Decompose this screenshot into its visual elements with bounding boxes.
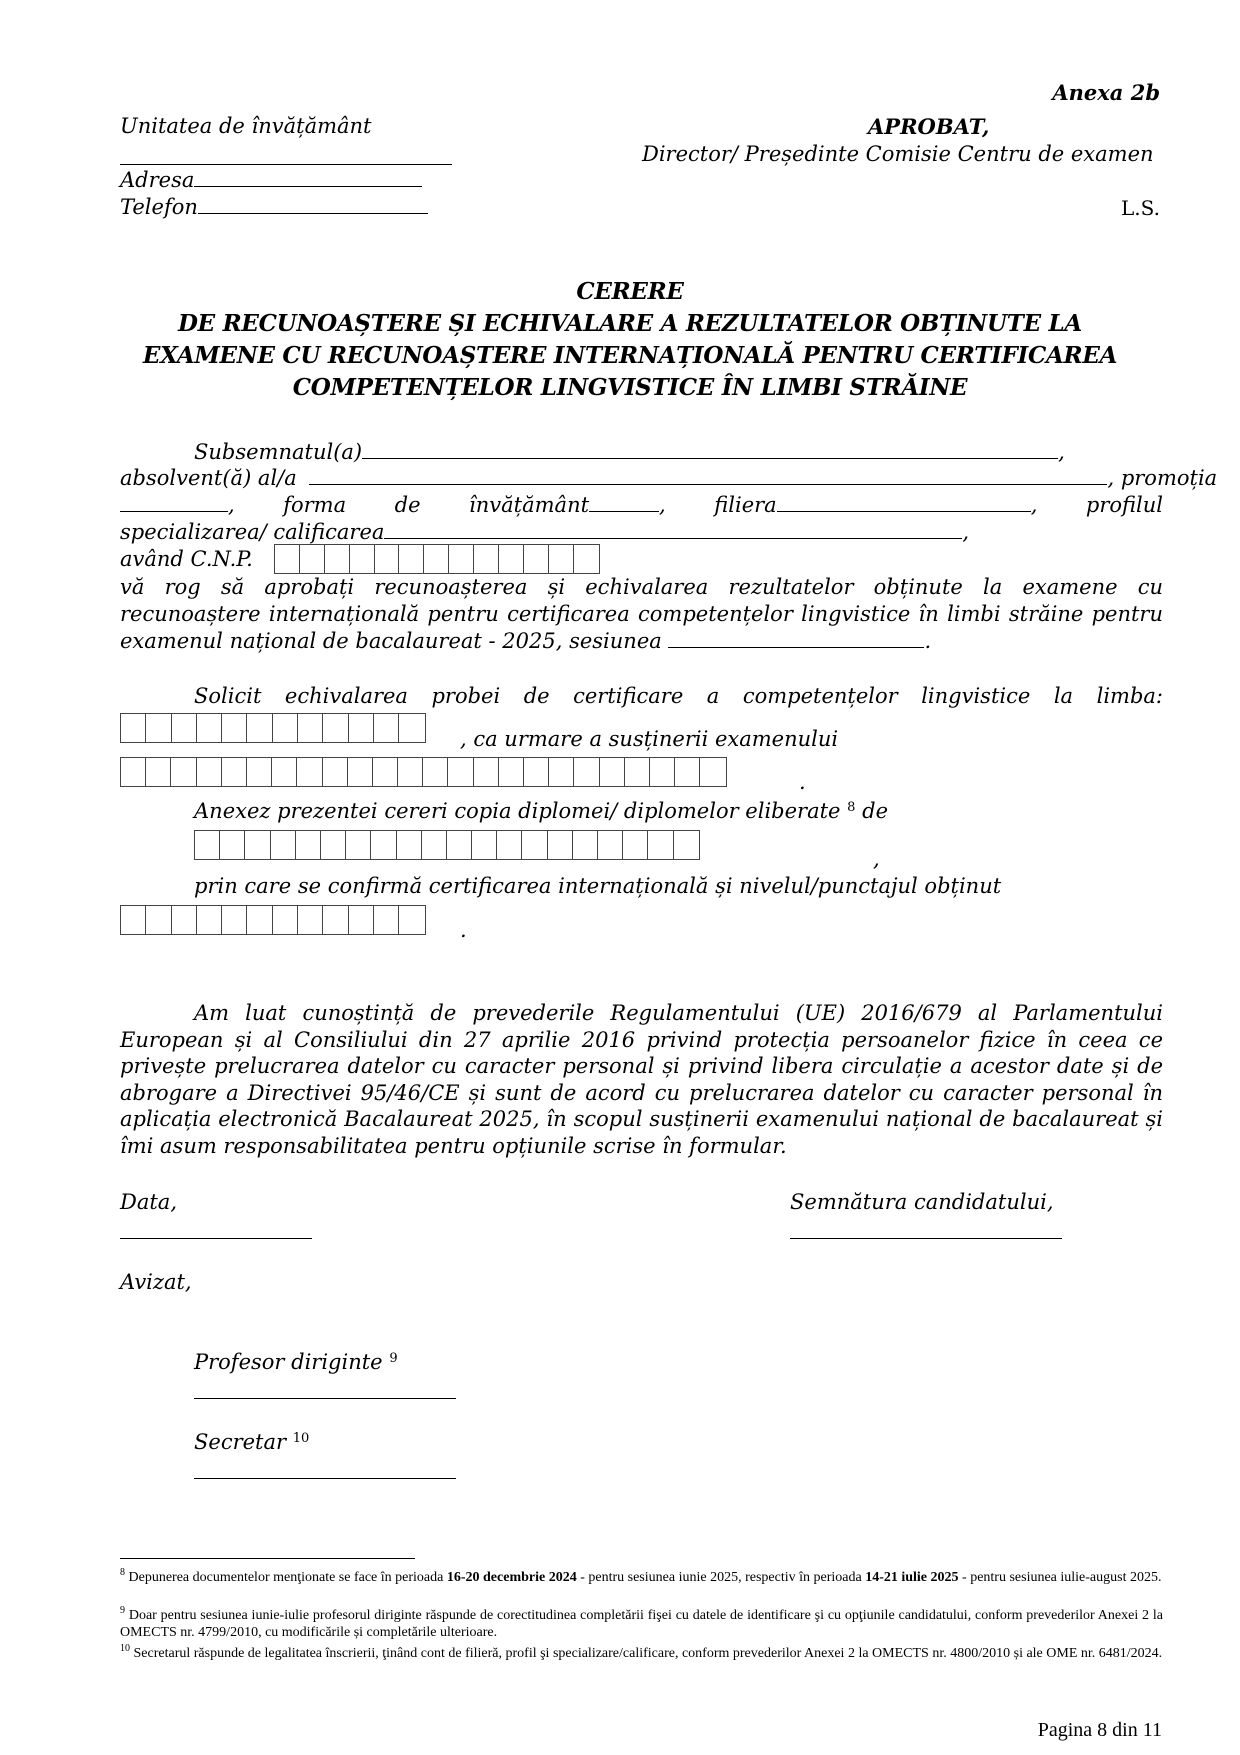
endorsed-label: Avizat, xyxy=(120,1270,192,1294)
character-box[interactable] xyxy=(296,831,321,859)
cnp-label: având C.N.P. xyxy=(120,547,253,571)
secretary-row xyxy=(194,1430,309,1454)
graduate-school-field[interactable] xyxy=(309,483,1107,485)
character-box[interactable] xyxy=(422,831,447,859)
session-field[interactable] xyxy=(668,646,924,648)
address-label: Adresa xyxy=(120,168,195,192)
exam-period: . xyxy=(799,770,806,794)
character-box[interactable] xyxy=(398,758,423,786)
exam-input-grid[interactable] xyxy=(120,757,727,787)
character-box[interactable] xyxy=(600,758,625,786)
phone-label: Telefon xyxy=(120,195,198,219)
teacher-signature-field[interactable] xyxy=(194,1398,456,1399)
page-number: Pagina 8 din 11 xyxy=(1037,1719,1162,1741)
track-label: filiera xyxy=(714,493,777,517)
character-box[interactable] xyxy=(371,831,396,859)
issuer-comma: , xyxy=(873,847,880,871)
character-box[interactable] xyxy=(499,758,524,786)
character-box[interactable] xyxy=(549,758,574,786)
gdpr-consent-text: Am luat cunoștință de prevederile Regulamentului (UE) 2016/679 al Parlamentului European și al Consiliului din 27 aprilie 2016 privind protecția persoanelor fizice în ceea ce privește prelucrarea datelor cu caracter personal și privind libera circulație a acestor date și de abrogare a Directivei 95/46/CE și sunt de acord cu prelucrarea datelor cu caracter personal în aplicația electronică Bacalaureat 2025, în scopul susținerii examenului național de bacalaureat și îmi asum responsabilitatea pentru opțiunile scrise în formular. xyxy=(120,1001,1163,1158)
footnote-date-bold: 14-21 iulie 2025 xyxy=(865,1570,959,1585)
character-box[interactable] xyxy=(399,545,424,573)
secretary-signature-field[interactable] xyxy=(194,1478,456,1479)
character-box[interactable] xyxy=(323,714,348,742)
promotion-label: , promoția xyxy=(1107,466,1218,490)
character-box[interactable] xyxy=(146,714,171,742)
character-box[interactable] xyxy=(574,545,599,573)
character-box[interactable] xyxy=(220,831,245,859)
character-box[interactable] xyxy=(273,714,298,742)
approved-label: APROBAT, xyxy=(868,114,990,139)
character-box[interactable] xyxy=(275,545,300,573)
school-label: Unitatea de învățământ xyxy=(120,114,372,138)
character-box[interactable] xyxy=(222,714,247,742)
character-box[interactable] xyxy=(573,831,598,859)
character-box[interactable] xyxy=(625,758,650,786)
character-box[interactable] xyxy=(121,758,146,786)
language-input-grid[interactable] xyxy=(120,713,426,743)
character-box[interactable] xyxy=(172,906,197,934)
footnote-10 xyxy=(120,1640,1163,1662)
character-box[interactable] xyxy=(273,906,298,934)
character-box[interactable] xyxy=(271,831,296,859)
character-box[interactable] xyxy=(146,758,171,786)
character-box[interactable] xyxy=(424,545,449,573)
phone-row xyxy=(120,195,428,219)
footnote-text: - pentru sesiunea iunie 2025, respectiv în perioada xyxy=(576,1570,866,1585)
footnote-8 xyxy=(120,1564,1163,1586)
character-box[interactable] xyxy=(474,758,499,786)
character-box[interactable] xyxy=(548,831,573,859)
approver-role: Director/ Președinte Comisie Centru de examen xyxy=(642,142,1154,166)
character-box[interactable] xyxy=(375,545,400,573)
title-line-1: CERERE xyxy=(576,278,684,305)
specialization-label: specializarea/ calificarea xyxy=(120,520,385,544)
date-label: Data, xyxy=(120,1190,177,1214)
annex-line: Anexez prezentei cereri copia diplomei/ diplomelor eliberate xyxy=(194,799,841,823)
address-field[interactable] xyxy=(194,185,422,187)
form-edu-label: învățământ xyxy=(469,493,590,517)
form-row: , forma de învățământ , filiera , profilul xyxy=(120,493,1163,517)
character-box[interactable] xyxy=(298,714,323,742)
confirm-line: prin care se confirmă certificarea internațională și nivelul/punctajul obținut xyxy=(194,874,1002,898)
character-box[interactable] xyxy=(323,758,348,786)
character-box[interactable] xyxy=(349,714,374,742)
graduate-label: absolvent(ă) al/a xyxy=(120,466,297,490)
character-box[interactable] xyxy=(399,714,424,742)
character-box[interactable] xyxy=(374,906,399,934)
stamp-label: L.S. xyxy=(1121,196,1160,220)
character-box[interactable] xyxy=(648,831,673,859)
form-label: forma xyxy=(283,493,347,517)
undersigned-row: Subsemnatul(a) , xyxy=(194,440,1065,464)
undersigned-name-field[interactable] xyxy=(362,457,1058,459)
character-box[interactable] xyxy=(674,831,699,859)
character-box[interactable] xyxy=(449,545,474,573)
teacher-row xyxy=(194,1350,398,1374)
character-box[interactable] xyxy=(399,906,424,934)
character-box[interactable] xyxy=(245,831,270,859)
graduate-row xyxy=(120,466,1218,490)
character-box[interactable] xyxy=(195,831,220,859)
footnote-number: 10 xyxy=(120,1643,130,1654)
character-box[interactable] xyxy=(397,831,422,859)
footnote-9 xyxy=(120,1602,1163,1641)
character-box[interactable] xyxy=(346,831,371,859)
character-box[interactable] xyxy=(197,758,222,786)
character-box[interactable] xyxy=(323,906,348,934)
annex-row xyxy=(194,799,888,823)
footnote-number: 9 xyxy=(120,1605,125,1616)
footnote-text: Secretarul răspunde de legalitatea înscrierii, ţinând cont de filieră, profil şi specializare/calificare, conform prevederilor Anexei 2 la OMECTS nr. 4800/2010 și ale OME nr. 6481/2024. xyxy=(133,1646,1163,1661)
promotion-field[interactable] xyxy=(120,510,228,512)
education-form-field[interactable] xyxy=(589,510,659,512)
character-box[interactable] xyxy=(247,714,272,742)
character-box[interactable] xyxy=(325,545,350,573)
footnote-ref-10[interactable]: 10 xyxy=(292,1431,310,1446)
character-box[interactable] xyxy=(549,545,574,573)
cnp-input-grid[interactable] xyxy=(274,544,600,574)
footnote-text: - pentru sesiunea iulie-august 2025. xyxy=(958,1570,1162,1585)
footnote-separator xyxy=(120,1558,415,1559)
character-box[interactable] xyxy=(121,906,146,934)
character-box[interactable] xyxy=(348,758,373,786)
annex-de: de xyxy=(862,799,888,823)
footnote-number: 8 xyxy=(120,1567,125,1578)
footnote-ref-8[interactable]: 8 xyxy=(847,800,856,815)
candidate-signature-field[interactable] xyxy=(790,1238,1062,1239)
solicit-line: Solicit echivalarea probei de certificare a competențelor lingvistice la limba: xyxy=(194,684,1163,708)
school-name-field[interactable] xyxy=(120,164,452,165)
following-exam-label: , ca urmare a susținerii examenului xyxy=(460,727,839,751)
phone-field[interactable] xyxy=(198,212,428,214)
character-box[interactable] xyxy=(700,758,725,786)
character-box[interactable] xyxy=(423,758,448,786)
specialization-row: specializarea/ calificarea , xyxy=(120,520,970,544)
character-box[interactable] xyxy=(522,831,547,859)
character-box[interactable] xyxy=(623,831,648,859)
character-box[interactable] xyxy=(650,758,675,786)
character-box[interactable] xyxy=(298,906,323,934)
request-line-3: examenul național de bacalaureat - 2025, sesiunea . xyxy=(120,629,932,653)
character-box[interactable] xyxy=(171,758,196,786)
character-box[interactable] xyxy=(447,831,472,859)
character-box[interactable] xyxy=(121,714,146,742)
footnote-text: Depunerea documentelor menţionate se face în perioada xyxy=(128,1570,447,1585)
teacher-label: Profesor diriginte xyxy=(194,1350,383,1374)
footnote-ref-9[interactable]: 9 xyxy=(389,1351,398,1366)
secretary-label: Secretar xyxy=(194,1430,287,1454)
character-box[interactable] xyxy=(598,831,623,859)
annex-label: Anexa 2b xyxy=(1052,80,1160,105)
footnote-text: Doar pentru sesiunea iunie-iulie profesorul diriginte răspunde de corectitudinea completării fişei cu datele de identificare şi cu opţiunile candidatului, conform prevederilor Anexei 2 la OMECTS nr. 4799/2010, cu modificările și completările ulterioare. xyxy=(120,1608,1163,1640)
date-field[interactable] xyxy=(120,1238,312,1239)
specialization-field[interactable] xyxy=(384,537,962,539)
session-label: examenul național de bacalaureat - 2025, sesiunea xyxy=(120,629,662,653)
character-box[interactable] xyxy=(499,545,524,573)
title-line-4: COMPETENȚELOR LINGVISTICE ÎN LIMBI STRĂINE xyxy=(292,374,968,401)
character-box[interactable] xyxy=(474,545,499,573)
character-box[interactable] xyxy=(172,714,197,742)
character-box[interactable] xyxy=(349,906,374,934)
issuer-input-grid[interactable] xyxy=(194,830,700,860)
character-box[interactable] xyxy=(247,906,272,934)
character-box[interactable] xyxy=(197,714,222,742)
character-box[interactable] xyxy=(222,906,247,934)
profile-label: profilul xyxy=(1085,493,1163,517)
character-box[interactable] xyxy=(222,758,247,786)
track-field[interactable] xyxy=(777,510,1031,512)
footnote-date-bold: 16-20 decembrie 2024 xyxy=(446,1570,577,1585)
character-box[interactable] xyxy=(374,714,399,742)
request-line-2: recunoaștere internațională pentru certificarea competențelor lingvistice în limbi străine pentru xyxy=(120,602,1163,626)
character-box[interactable] xyxy=(197,906,222,934)
character-box[interactable] xyxy=(472,831,497,859)
character-box[interactable] xyxy=(300,545,325,573)
character-box[interactable] xyxy=(675,758,700,786)
level-period: . xyxy=(460,918,467,942)
title-line-2: DE RECUNOAȘTERE ȘI ECHIVALARE A REZULTATELOR OBȚINUTE LA xyxy=(178,310,1082,337)
request-line-1: vă rog să aprobați recunoașterea și echivalarea rezultatelor obținute la examene cu xyxy=(120,575,1163,599)
character-box[interactable] xyxy=(524,545,549,573)
character-box[interactable] xyxy=(448,758,473,786)
character-box[interactable] xyxy=(247,758,272,786)
character-box[interactable] xyxy=(350,545,375,573)
character-box[interactable] xyxy=(373,758,398,786)
character-box[interactable] xyxy=(297,758,322,786)
address-row xyxy=(120,168,422,192)
level-input-grid[interactable] xyxy=(120,905,426,935)
form-de-label: de xyxy=(394,493,421,517)
candidate-signature-label: Semnătura candidatului, xyxy=(790,1190,1054,1214)
character-box[interactable] xyxy=(497,831,522,859)
character-box[interactable] xyxy=(272,758,297,786)
character-box[interactable] xyxy=(321,831,346,859)
character-box[interactable] xyxy=(524,758,549,786)
title-line-3: EXAMENE CU RECUNOAȘTERE INTERNAȚIONALĂ PENTRU CERTIFICAREA xyxy=(142,342,1118,369)
character-box[interactable] xyxy=(146,906,171,934)
character-box[interactable] xyxy=(574,758,599,786)
undersigned-label: Subsemnatul(a) xyxy=(194,440,363,464)
